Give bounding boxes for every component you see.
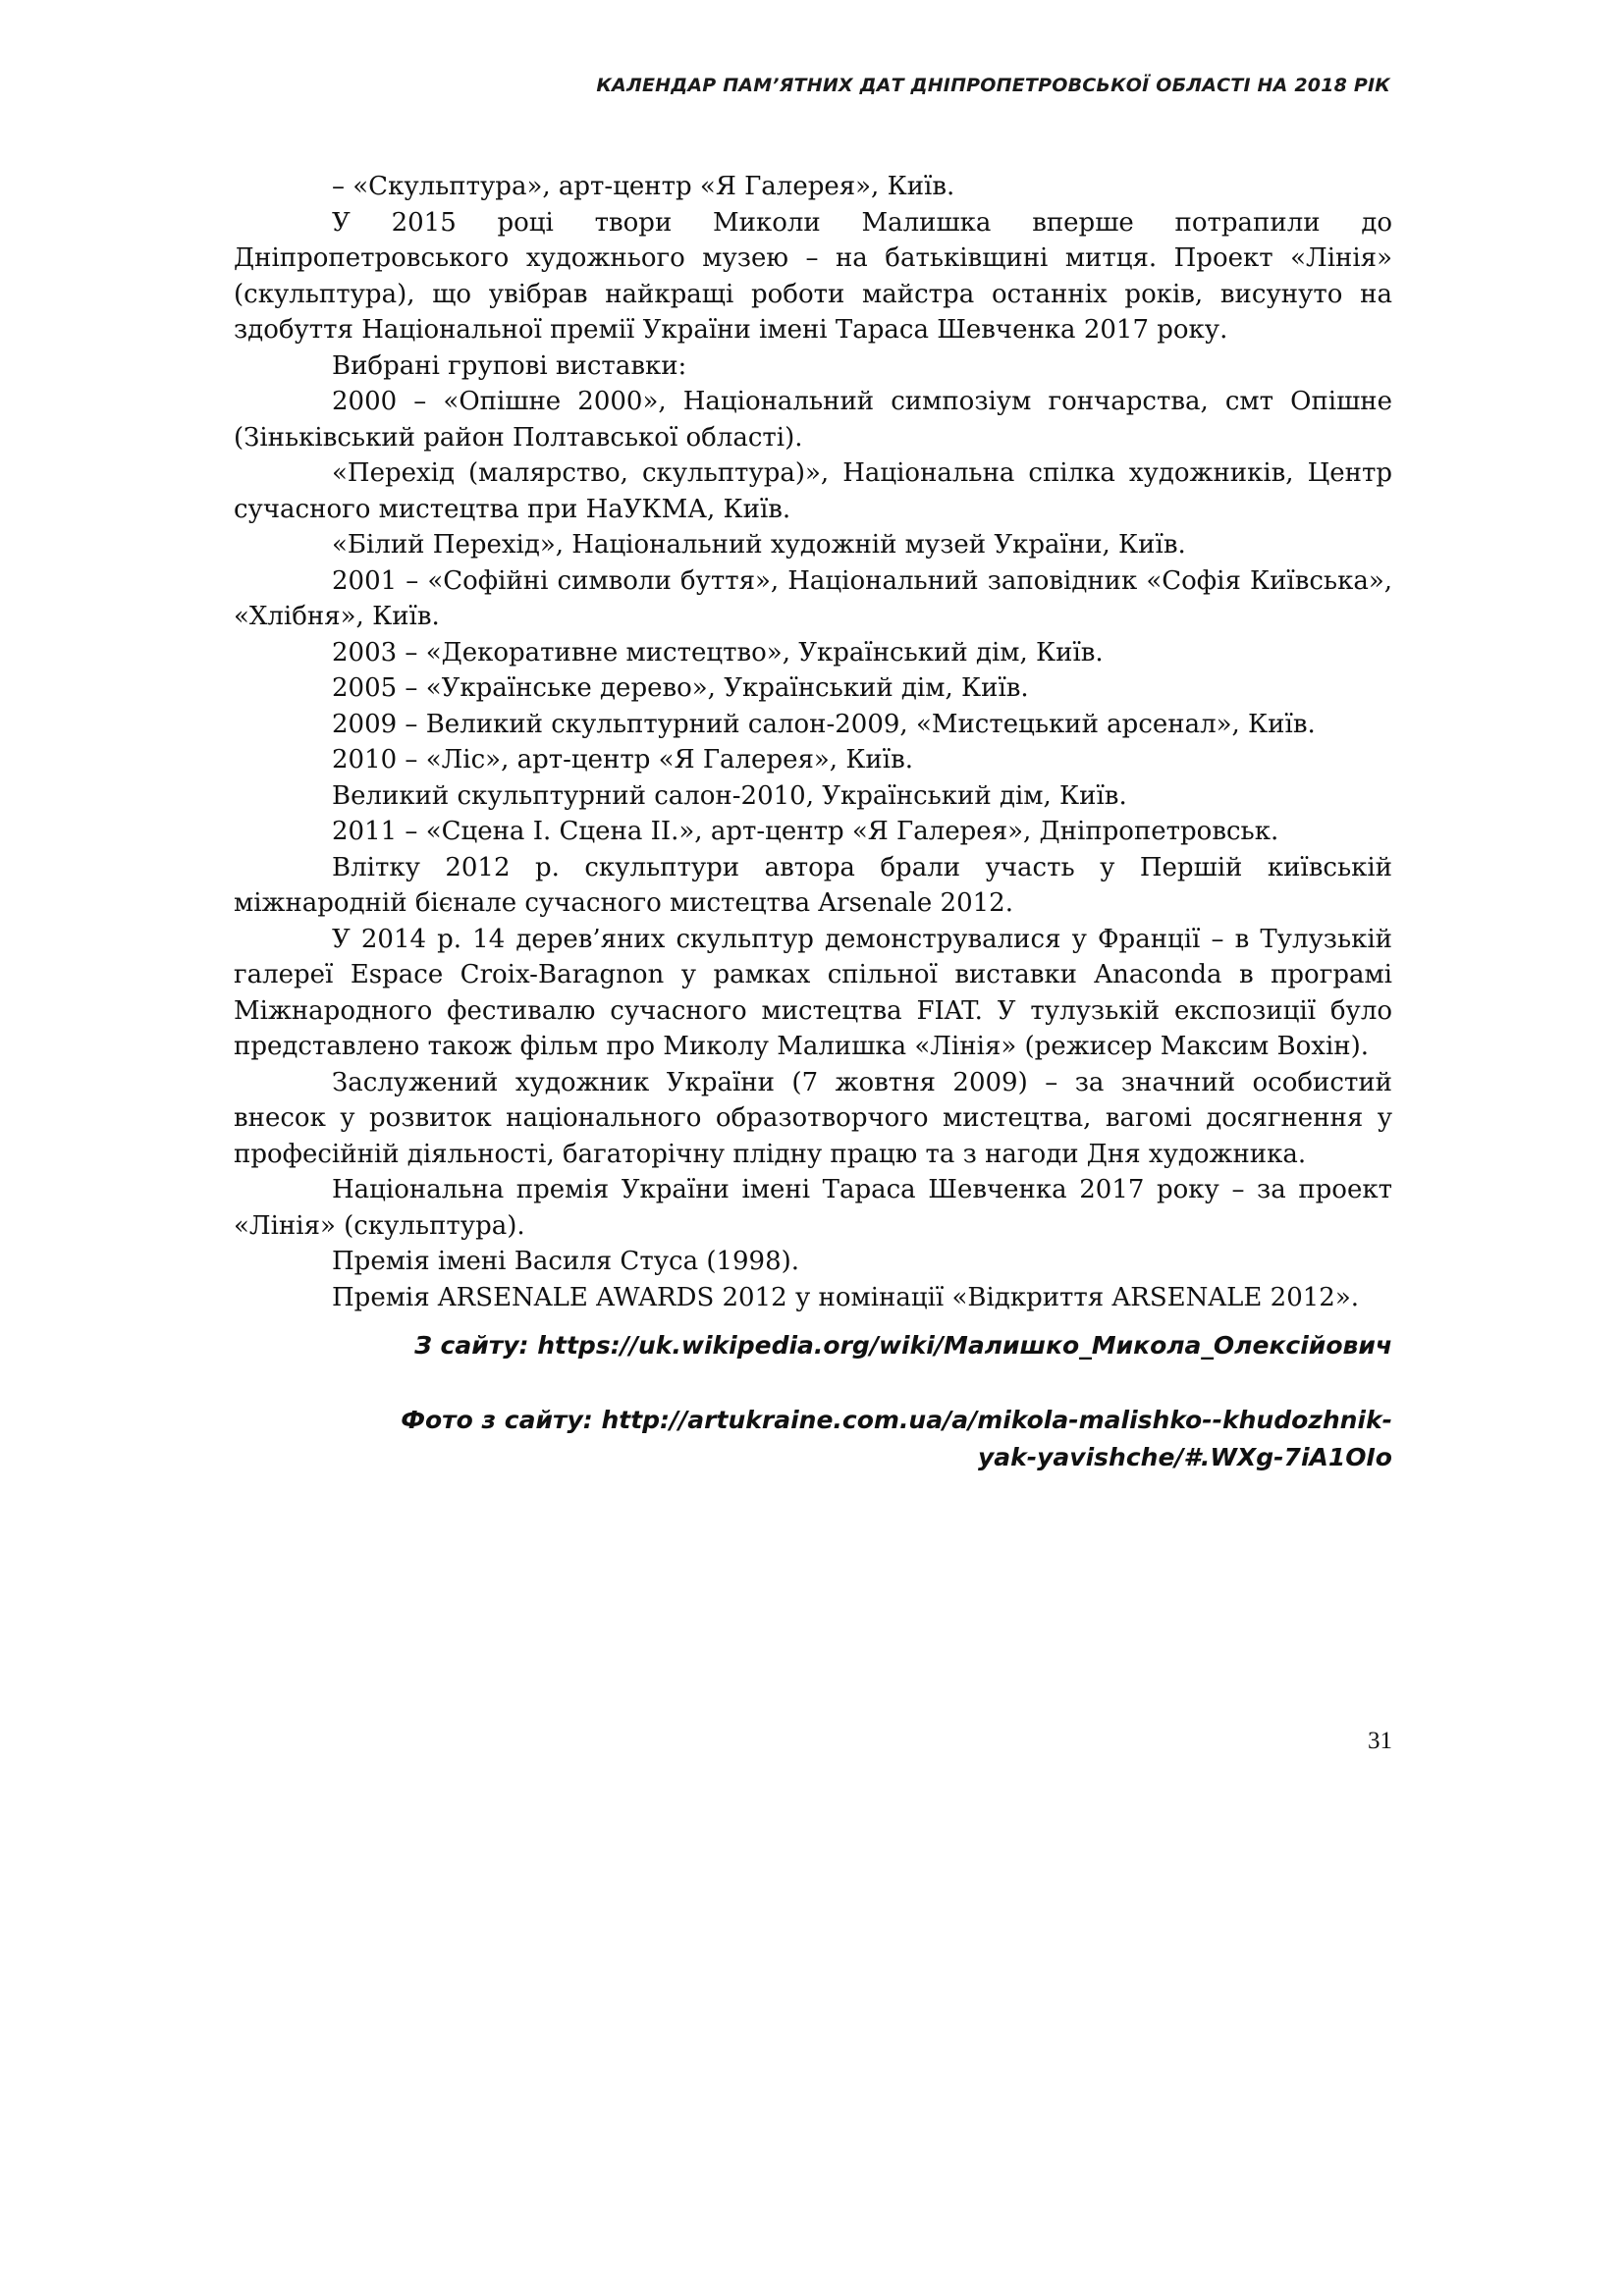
photo-source [234,1402,1392,1476]
paragraph: – «Скульптура», арт-центр «Я Галерея», Київ. [332,172,955,201]
paragraph: Національна премія України імені Тараса Шевченка 2017 року – за проект «Лінія» (скульптура). [234,1175,1392,1241]
paragraph: Великий скульптурний салон-2010, Український дім, Київ. [332,780,1127,811]
paragraph: «Білий Перехід», Національний художній музей України, Київ. [332,530,1186,560]
paragraph: Заслужений художник України (7 жовтня 2009) – за значний особистий внесок у розвиток національного образотворчого мистецтва, вагомі досягнення у професійній діяльності, багаторічну плідну працю та з нагоди Дня художника. [234,1067,1392,1169]
running-header: КАЛЕНДАР ПАМ’ЯТНИХ ДАТ ДНІПРОПЕТРОВСЬКОЇ ОБЛАСТІ НА 2018 РІК [596,75,1390,96]
paragraph: Премія імені Василя Стуса (1998). [332,1247,800,1276]
paragraph: 2001 – «Софійні символи буття», Національний заповідник «Софія Київська», «Хлібня», Київ. [234,565,1392,631]
paragraph: 2011 – «Сцена І. Сцена ІІ.», арт-центр «Я Галерея», Дніпропетровськ. [332,817,1279,846]
paragraph: У 2014 р. 14 дерев’яних скульптур демонструвалися у Франції – в Тулузькій галереї Espace Croix-Baragnon у рамках спільної виставки Anaconda в програмі Міжнародного фестивалю сучасного мистецтва FIAT. У тулузькій експозиції було представлено також фільм про Миколу Малишка «Лінія» (режисер Максим Вохін). [234,924,1392,1061]
paragraph: 2009 – Великий скульптурний салон-2009, «Мистецький арсенал», Київ. [332,709,1316,739]
paragraph: У 2015 році твори Миколи Малишка вперше потрапили до Дніпропетровського художнього музею – на батьківщині митця. Проект «Лінія» (скульптура), що увібрав найкращі роботи майстра останніх років, висунуто на здобуття Національної премії України імені Тараса Шевченка 2017 року. [234,207,1392,345]
paragraph: 2010 – «Ліс», арт-центр «Я Галерея», Київ. [332,745,913,774]
body-text [234,169,1392,1315]
paragraph: 2000 – «Опішне 2000», Національний симпозіум гончарства, смт Опішне (Зіньківський район Полтавської області). [234,387,1392,453]
paragraph: Премія ARSENALE AWARDS 2012 у номінації «Відкриття ARSENALE 2012». [332,1282,1359,1312]
paragraph: 2005 – «Українське дерево», Український дім, Київ. [332,673,1029,703]
paragraph: Влітку 2012 р. скульптури автора брали участь у Першій київській міжнародній бієнале сучасного мистецтва Arsenale 2012. [234,852,1392,918]
photo-source-line: Фото з сайту: http://artukraine.com.ua/a/mikola-malishko--khudozhnik- [401,1406,1392,1434]
photo-source-line: yak-yavishche/#.WXg-7iA1OIo [977,1443,1392,1471]
page-number: 31 [1368,1728,1392,1754]
paragraph: Вибрані групові виставки: [332,350,687,381]
paragraph: 2003 – «Декоративне мистецтво», Український дім, Київ. [332,637,1104,667]
source-attribution [234,1327,1392,1476]
paragraph: «Перехід (малярство, скульптура)», Національна спілка художників, Центр сучасного мистецтва при НаУКМА, Київ. [234,458,1392,524]
site-source-line: З сайту: https://uk.wikipedia.org/wiki/Малишко_Микола_Олексійович [414,1331,1392,1360]
